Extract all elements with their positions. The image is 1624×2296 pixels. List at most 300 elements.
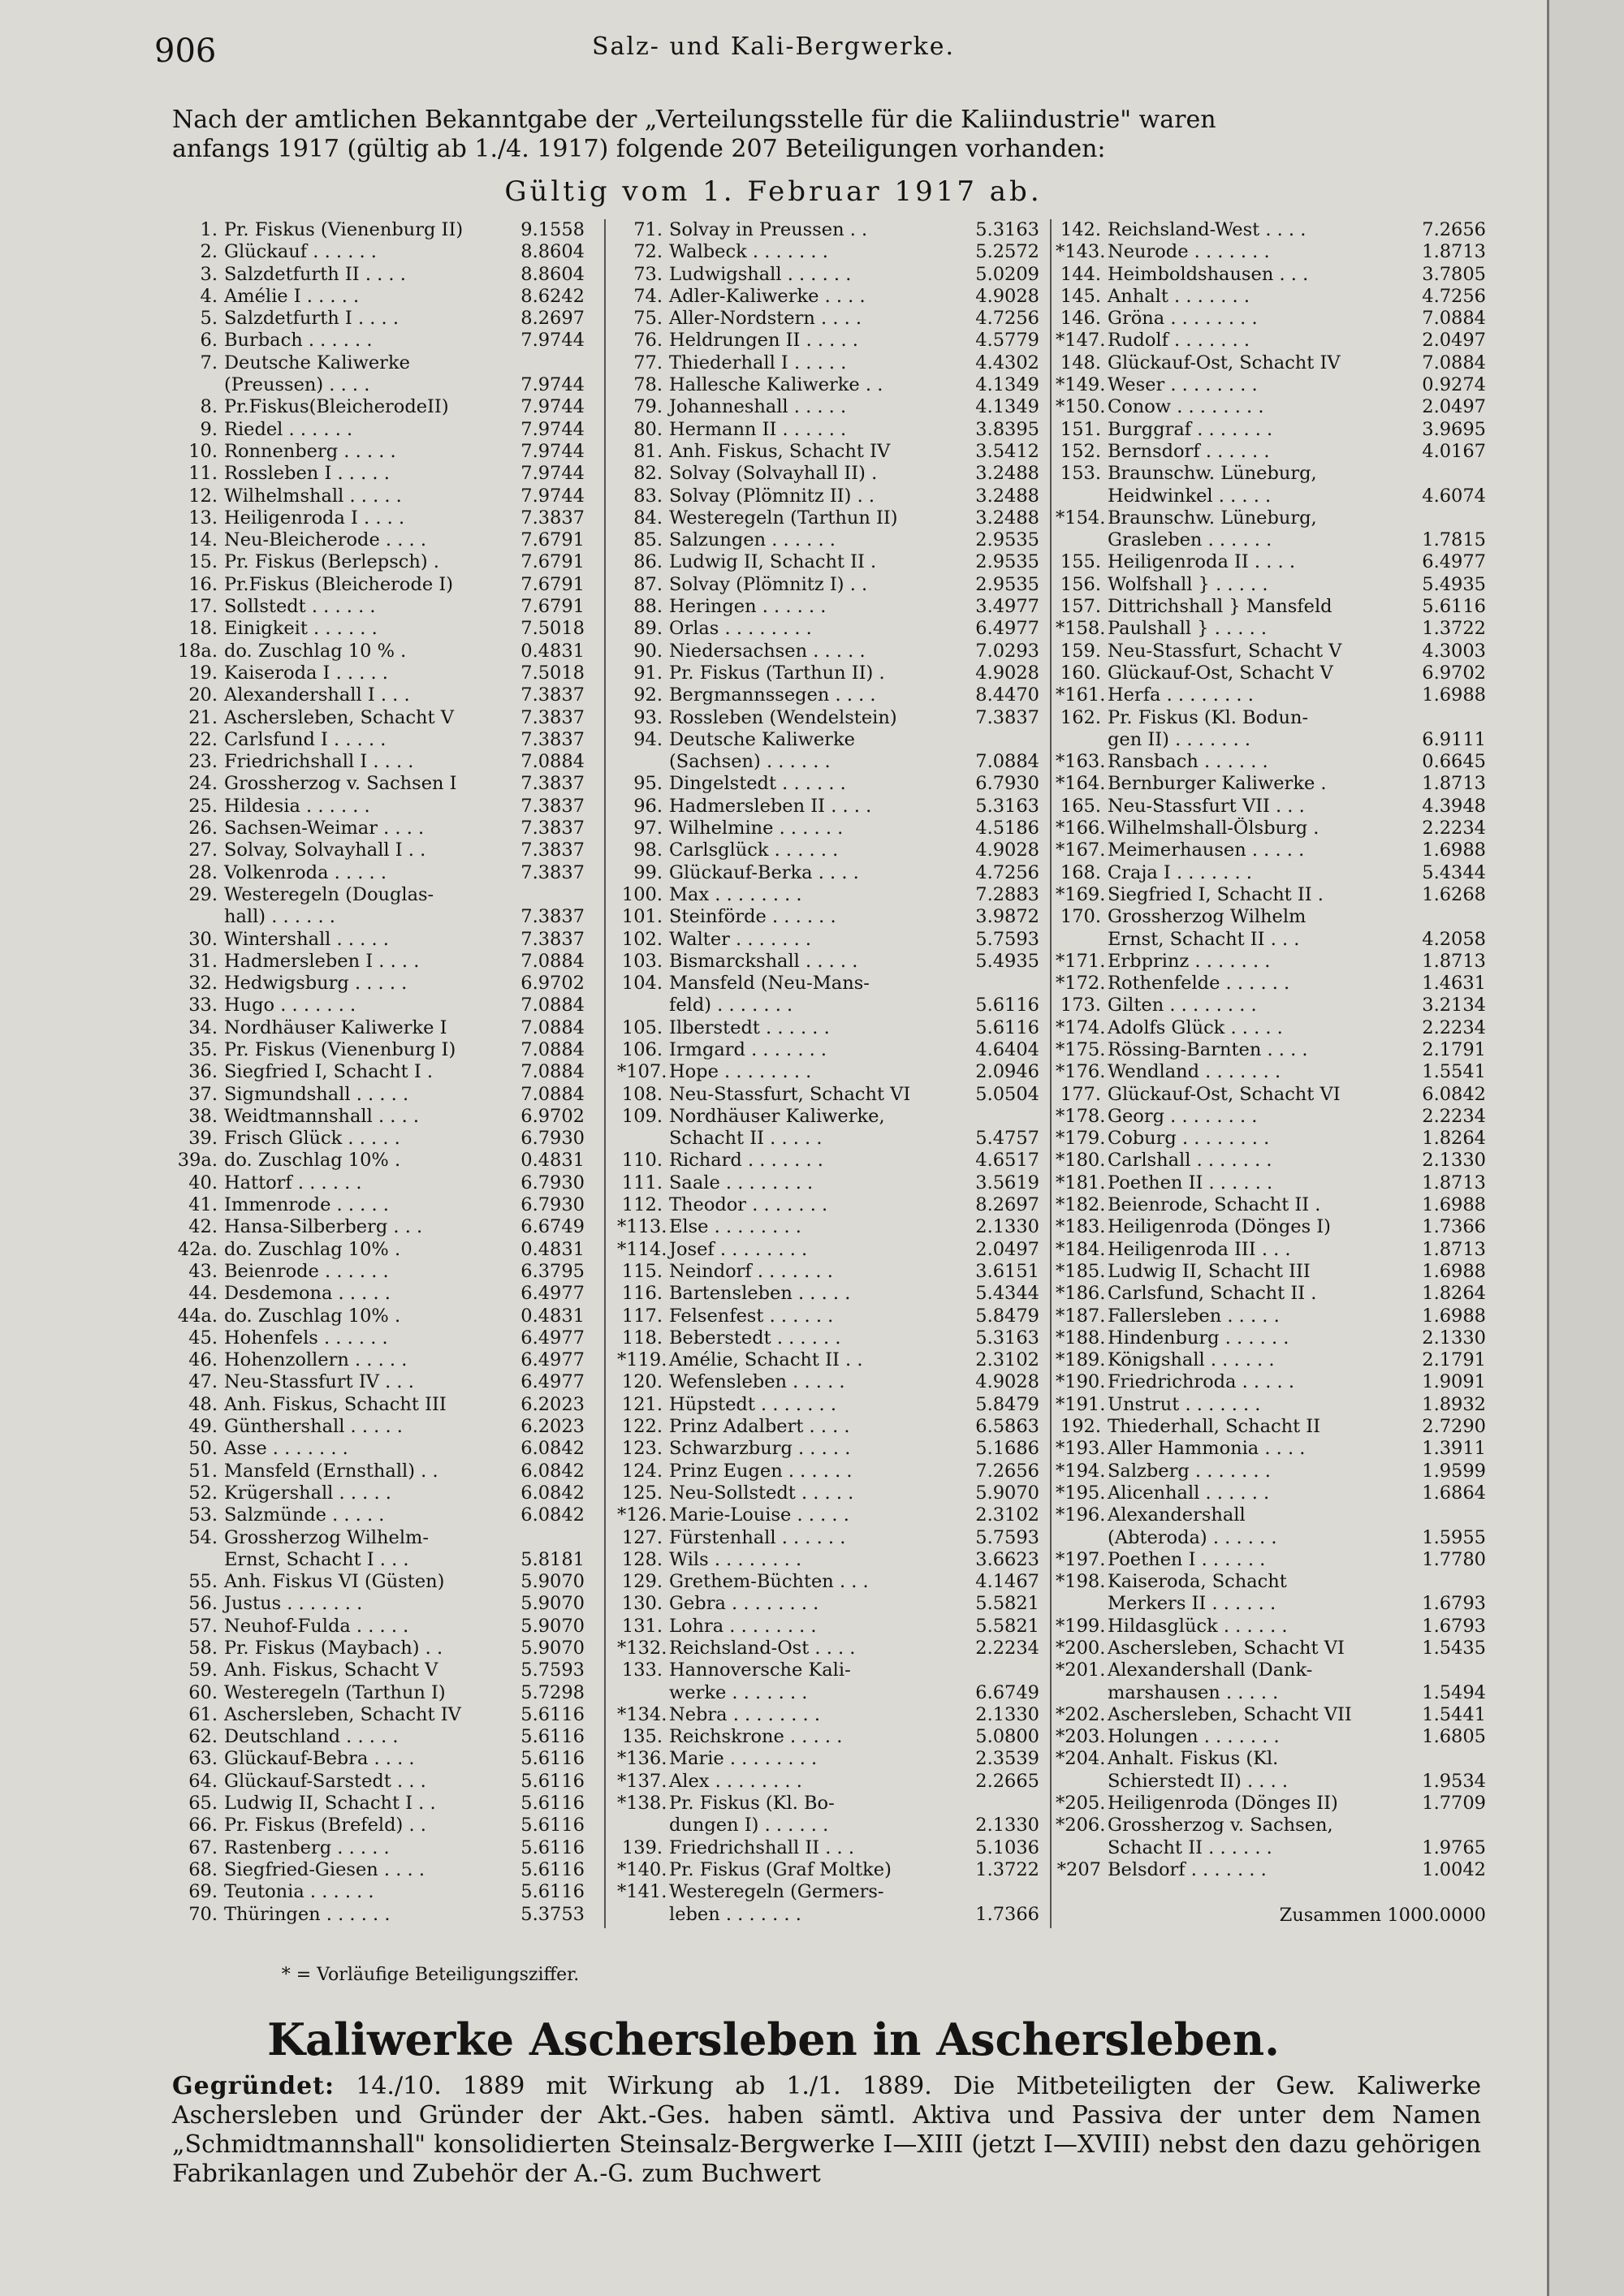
entry-value: 7.0884 <box>520 1061 585 1083</box>
entry-value: 4.9028 <box>975 662 1039 684</box>
entry-number: 130. <box>621 1593 663 1615</box>
entry-number: *137. <box>617 1770 667 1792</box>
table-row <box>172 684 585 706</box>
entry-number: *113. <box>617 1216 667 1238</box>
entry-name: Saale . . . . . . . . <box>669 1172 814 1193</box>
entry-number: 108. <box>621 1083 663 1105</box>
entry-value: 7.6791 <box>520 596 585 618</box>
entry-name: Solvay (Solvayhall II) . <box>669 463 878 485</box>
entry-name: Coburg . . . . . . . . <box>1108 1128 1270 1150</box>
entry-name: Ransbach . . . . . . <box>1108 751 1268 773</box>
entry-number: 91. <box>633 662 663 684</box>
entry-value: 5.9070 <box>520 1593 585 1615</box>
entry-number: *171. <box>1056 950 1106 972</box>
entry-number: 8. <box>200 396 218 418</box>
entry-value: 7.3837 <box>520 818 585 839</box>
entry-number: 16. <box>188 573 218 595</box>
entry-name: Hildasglück . . . . . . <box>1108 1615 1288 1637</box>
total-sum: Zusammen 1000.0000 <box>1279 1905 1486 1926</box>
entry-value: 5.6116 <box>520 1703 585 1725</box>
entry-name: Dittrichshall } Mansfeld <box>1108 596 1332 618</box>
entry-name: Hermann II . . . . . . <box>669 418 847 440</box>
entry-name: Wendland . . . . . . . <box>1108 1061 1281 1083</box>
entry-value: 6.0842 <box>520 1460 585 1482</box>
entry-name: Friedrichshall II . . . <box>669 1836 855 1858</box>
entry-value: 1.6988 <box>1422 839 1486 861</box>
entry-value: 4.1349 <box>975 396 1039 418</box>
entry-value: 1.3722 <box>975 1858 1039 1880</box>
entry-number: 118. <box>621 1327 663 1349</box>
table-row <box>1056 707 1486 729</box>
table-row <box>617 1327 1039 1349</box>
entry-value: 2.3102 <box>975 1504 1039 1526</box>
entry-name: Aschersleben, Schacht V <box>224 706 454 728</box>
table-row <box>172 1327 585 1349</box>
table-row <box>617 374 1039 396</box>
entry-value: 4.5779 <box>975 330 1039 352</box>
entry-number: 111. <box>621 1172 663 1193</box>
table-row <box>172 796 585 818</box>
entry-value: 2.1330 <box>1422 1327 1486 1349</box>
table-row <box>617 486 1039 507</box>
table-row <box>172 529 585 551</box>
entry-number: 60. <box>188 1681 218 1703</box>
entry-value: 4.9028 <box>975 285 1039 307</box>
entry-name: Amélie, Schacht II . . <box>669 1349 863 1371</box>
entry-name: Heimboldshausen . . . <box>1108 263 1309 285</box>
entry-name: Hadmersleben II . . . . <box>669 795 872 817</box>
entry-name: Hohenfels . . . . . . <box>224 1327 388 1349</box>
entry-name: Bismarckshall . . . . . <box>669 950 858 972</box>
table-row <box>172 551 585 573</box>
entry-name: Nordhäuser Kaliwerke I <box>224 1016 447 1038</box>
entry-number: *172. <box>1056 973 1106 995</box>
entry-value: 4.1349 <box>975 374 1039 396</box>
entry-value: 6.2023 <box>520 1393 585 1415</box>
entry-number: 120. <box>621 1371 663 1393</box>
entry-number: 46. <box>188 1349 218 1371</box>
entry-value: 7.9744 <box>520 463 585 485</box>
entry-name: Walbeck . . . . . . . <box>669 241 828 263</box>
entry-name: Neu-Bleicherode . . . . <box>224 529 426 551</box>
entry-number: *197. <box>1056 1548 1106 1570</box>
entry-name: Solvay (Plömnitz II) . . <box>669 485 875 507</box>
entry-value: 2.2234 <box>1422 818 1486 839</box>
entry-value: 2.0497 <box>1422 396 1486 418</box>
entry-number: *164. <box>1056 773 1106 795</box>
table-row <box>617 1106 1039 1128</box>
entry-value: 7.0884 <box>520 1016 585 1038</box>
entry-value: 1.6988 <box>1422 1260 1486 1282</box>
table-row <box>617 618 1039 640</box>
entry-name: Carlsfund, Schacht II . <box>1108 1283 1317 1305</box>
founded-label: Gegründet: <box>172 2072 335 2100</box>
entry-value: 4.9028 <box>975 839 1039 861</box>
table-row <box>172 596 585 618</box>
entry-number: 93. <box>633 706 663 728</box>
entry-number: 59. <box>188 1659 218 1681</box>
entry-number: 133. <box>621 1659 663 1681</box>
table-row <box>1056 951 1486 973</box>
entry-name: Beberstedt . . . . . . <box>669 1327 841 1349</box>
entry-number: 115. <box>621 1260 663 1282</box>
entry-value: 0.9274 <box>1422 374 1486 396</box>
entry-number: *140. <box>617 1858 667 1880</box>
entry-number: 63. <box>188 1748 218 1770</box>
entry-number: *185. <box>1056 1260 1106 1282</box>
entry-name: Fürstenhall . . . . . . <box>669 1526 846 1548</box>
entry-number: 157. <box>1060 596 1101 618</box>
table-row <box>617 529 1039 551</box>
intro-line: Nach der amtlichen Bekanntgabe der „Verteilungsstelle für die Kaliindustrie" waren <box>172 106 1216 134</box>
table-row <box>172 1815 585 1836</box>
table-row <box>1056 574 1486 596</box>
table-row <box>617 1150 1039 1172</box>
table-row <box>1056 751 1486 773</box>
entry-value: 1.6988 <box>1422 684 1486 706</box>
table-row <box>1056 1504 1486 1526</box>
table-row <box>172 1128 585 1150</box>
entry-name: Glückauf . . . . . . <box>224 241 377 263</box>
entry-number: 37. <box>188 1083 218 1105</box>
entry-value: 6.6749 <box>975 1681 1039 1703</box>
table-row <box>617 951 1039 973</box>
table-row <box>172 1659 585 1681</box>
entry-name: Wilhelmshall . . . . . <box>224 485 402 507</box>
entry-number: 106. <box>621 1038 663 1060</box>
table-row <box>172 1084 585 1106</box>
entry-name: Thiederhall, Schacht II <box>1108 1416 1321 1438</box>
entry-name: Ilberstedt . . . . . . <box>669 1016 830 1038</box>
entry-value: 7.0293 <box>975 640 1039 662</box>
entry-value: 8.2697 <box>520 308 585 330</box>
page-margin-bar <box>1547 0 1624 2296</box>
entry-number: *202. <box>1056 1703 1106 1725</box>
entry-name: Neu-Sollstedt . . . . . <box>669 1482 854 1504</box>
entry-value: 4.6517 <box>975 1150 1039 1172</box>
entry-value: 2.1791 <box>1422 1349 1486 1371</box>
entry-value: 3.9872 <box>975 906 1039 928</box>
entry-value: 5.1036 <box>975 1836 1039 1858</box>
table-row <box>1056 241 1486 263</box>
table-row <box>1056 463 1486 485</box>
table-row <box>617 219 1039 241</box>
table-row <box>617 1216 1039 1238</box>
entry-number: *161. <box>1056 684 1106 706</box>
table-row <box>172 1616 585 1638</box>
entry-number: *134. <box>617 1703 667 1725</box>
entry-value: 3.9695 <box>1422 418 1486 440</box>
table-row <box>617 1194 1039 1216</box>
table-row <box>1056 662 1486 684</box>
table-row <box>617 1593 1039 1615</box>
entry-value: 2.1330 <box>975 1216 1039 1238</box>
entry-name: Reichsland-West . . . . <box>1108 219 1307 240</box>
entry-name: Westeregeln (Douglas- <box>224 883 434 905</box>
entry-name: Gilten . . . . . . . . <box>1108 995 1257 1016</box>
entry-value: 1.5441 <box>1422 1703 1486 1725</box>
entry-number: 31. <box>188 950 218 972</box>
table-row <box>617 1571 1039 1593</box>
entry-name: Hallesche Kaliwerke . . <box>669 374 883 396</box>
entry-number: 102. <box>621 928 663 950</box>
entry-value: 7.3837 <box>520 906 585 928</box>
table-row <box>1056 1549 1486 1571</box>
table-row <box>1056 1216 1486 1238</box>
table-row <box>617 1859 1039 1881</box>
entry-number: 155. <box>1060 551 1101 573</box>
entry-name: Prinz Eugen . . . . . . <box>669 1460 853 1482</box>
entry-number: 125. <box>621 1482 663 1504</box>
table-row <box>1056 352 1486 374</box>
table-row <box>172 308 585 330</box>
table-row <box>617 1394 1039 1416</box>
entry-name: Heldrungen II . . . . . <box>669 330 858 352</box>
table-row <box>1056 286 1486 308</box>
entry-name: Sachsen-Weimar . . . . <box>224 818 425 839</box>
entry-value: 3.7805 <box>1422 263 1486 285</box>
entry-name: Unstrut . . . . . . . <box>1108 1393 1261 1415</box>
entry-name: Braunschw. Lüneburg, <box>1108 463 1317 485</box>
entry-value: 6.0842 <box>1422 1083 1486 1105</box>
entry-value: 1.6268 <box>1422 883 1486 905</box>
table-row <box>172 1527 585 1549</box>
entry-name: Thüringen . . . . . . <box>224 1903 391 1925</box>
entry-value: 1.9599 <box>1422 1460 1486 1482</box>
entry-name: Bernburger Kaliwerke . <box>1108 773 1327 795</box>
entry-value: 7.5018 <box>520 662 585 684</box>
table-row <box>1056 1659 1486 1681</box>
entry-value: 0.4831 <box>520 1238 585 1260</box>
entry-name: Glückauf-Ost, Schacht VI <box>1108 1083 1341 1105</box>
entry-number: 53. <box>188 1504 218 1526</box>
table-row <box>172 1416 585 1438</box>
table-row <box>617 507 1039 529</box>
entry-number: 6. <box>200 330 218 352</box>
entry-value: 7.2656 <box>1422 219 1486 240</box>
entry-name: Glückauf-Berka . . . . <box>669 861 859 883</box>
entry-name: Pr. Fiskus (Tarthun II) . <box>669 662 885 684</box>
entry-value: 2.2234 <box>975 1638 1039 1659</box>
entry-number: *193. <box>1056 1438 1106 1460</box>
entry-number: 96. <box>633 795 663 817</box>
entry-name: Hannoversche Kali- <box>669 1659 851 1681</box>
entry-value: 7.6791 <box>520 573 585 595</box>
entry-name: Burggraf . . . . . . . <box>1108 418 1273 440</box>
table-row <box>617 729 1039 751</box>
entry-number: 85. <box>633 529 663 551</box>
entry-number: 5. <box>200 308 218 330</box>
entry-number: 112. <box>621 1194 663 1216</box>
entry-number: 139. <box>621 1836 663 1858</box>
entry-number: *107. <box>617 1061 667 1083</box>
entry-value: 4.7256 <box>1422 285 1486 307</box>
entry-value: 6.4977 <box>520 1371 585 1393</box>
entry-value: 0.6645 <box>1422 751 1486 773</box>
table-row <box>172 241 585 263</box>
entry-number: *132. <box>617 1638 667 1659</box>
entry-value: 1.7366 <box>1422 1216 1486 1238</box>
table-row <box>617 1482 1039 1504</box>
entry-name: Kaiseroda, Schacht <box>1108 1571 1287 1593</box>
entry-value: 5.0209 <box>975 263 1039 285</box>
entry-value: 7.3837 <box>520 773 585 795</box>
entry-number: 29. <box>188 883 218 905</box>
entry-value: 1.9534 <box>1422 1770 1486 1792</box>
table-row <box>1056 929 1486 951</box>
entry-name: Amélie I . . . . . <box>224 285 360 307</box>
entry-number: 144. <box>1060 263 1101 285</box>
entry-name: Asse . . . . . . . <box>224 1438 348 1460</box>
table-row <box>1056 330 1486 352</box>
entry-name: Glückauf-Bebra . . . . <box>224 1748 415 1770</box>
entry-name: Immenrode . . . . . <box>224 1194 389 1216</box>
entry-value: 4.4302 <box>975 352 1039 373</box>
table-row <box>617 1306 1039 1327</box>
entry-number: 42a. <box>177 1238 218 1260</box>
entry-number: 160. <box>1060 662 1101 684</box>
entry-name: Anh. Fiskus, Schacht III <box>224 1393 447 1415</box>
entry-number: 156. <box>1060 573 1101 595</box>
table-row <box>1056 1349 1486 1371</box>
entry-number: 62. <box>188 1726 218 1748</box>
table-row <box>172 1017 585 1039</box>
table-row <box>1056 1837 1486 1859</box>
table-row <box>172 1216 585 1238</box>
entry-name: Wolfshall } . . . . . <box>1108 573 1268 595</box>
entry-name: Neu-Stassfurt, Schacht V <box>1108 640 1342 662</box>
entry-number: 83. <box>633 485 663 507</box>
entry-value: 1.8713 <box>1422 950 1486 972</box>
table-row <box>617 1084 1039 1106</box>
entry-name: Einigkeit . . . . . . <box>224 618 378 640</box>
entry-number: *149. <box>1056 374 1106 396</box>
entry-value: 3.5412 <box>975 440 1039 462</box>
entry-name: Ludwig II, Schacht I . . <box>224 1793 436 1815</box>
entry-value: 8.8604 <box>520 241 585 263</box>
entry-value: 1.6805 <box>1422 1726 1486 1748</box>
entry-name: Nebra . . . . . . . . <box>669 1703 821 1725</box>
entry-value: 0.4831 <box>520 1150 585 1172</box>
entry-value: 4.2058 <box>1422 928 1486 950</box>
table-row <box>1056 441 1486 463</box>
entry-value: 2.0497 <box>975 1238 1039 1260</box>
table-row <box>617 352 1039 374</box>
entry-name: Hope . . . . . . . . <box>669 1061 812 1083</box>
entry-number: 81. <box>633 440 663 462</box>
table-row <box>172 1194 585 1216</box>
table-row <box>1056 551 1486 573</box>
entry-number: 18. <box>188 618 218 640</box>
entry-value: 4.5186 <box>975 818 1039 839</box>
entry-number: 92. <box>633 684 663 706</box>
table-row <box>617 839 1039 861</box>
entry-name: Beienrode . . . . . . <box>224 1260 389 1282</box>
entry-name: Deutsche Kaliwerke <box>224 352 410 373</box>
entry-value: 5.7298 <box>520 1681 585 1703</box>
entry-name: Westeregeln (Tarthun II) <box>669 507 898 529</box>
entry-name: Desdemona . . . . . <box>224 1283 391 1305</box>
entry-value: 6.7930 <box>975 773 1039 795</box>
entry-name: Braunschw. Lüneburg, <box>1108 507 1317 529</box>
entry-name: Günthershall . . . . . <box>224 1416 403 1438</box>
entry-value: 6.0842 <box>520 1438 585 1460</box>
entry-number: 21. <box>188 706 218 728</box>
entry-value: 5.9070 <box>520 1571 585 1593</box>
entry-value: 5.3163 <box>975 219 1039 240</box>
column-divider <box>1050 219 1052 1928</box>
entry-number: 88. <box>633 596 663 618</box>
entry-value: 1.8264 <box>1422 1283 1486 1305</box>
entry-number: *119. <box>617 1349 667 1371</box>
entry-name: Carlsglück . . . . . . <box>669 839 839 861</box>
entry-name: Belsdorf . . . . . . . <box>1108 1858 1267 1880</box>
table-row <box>617 1771 1039 1793</box>
entry-value: 7.6791 <box>520 551 585 573</box>
entry-value: 7.6791 <box>520 529 585 551</box>
entry-value: 5.6116 <box>975 995 1039 1016</box>
entry-name: Hindenburg . . . . . . <box>1108 1327 1289 1349</box>
entry-name: Salzberg . . . . . . . <box>1108 1460 1271 1482</box>
entry-number: *194. <box>1056 1460 1106 1482</box>
entry-number: 57. <box>188 1615 218 1637</box>
entry-value: 7.0884 <box>975 751 1039 773</box>
entry-number: 177. <box>1060 1083 1101 1105</box>
table-row <box>172 1349 585 1371</box>
entry-name: Adler-Kaliwerke . . . . <box>669 285 866 307</box>
entry-number: 168. <box>1060 861 1101 883</box>
entry-name: Deutschland . . . . . <box>224 1726 399 1748</box>
entry-name: Meimerhausen . . . . . <box>1108 839 1305 861</box>
entry-number: 97. <box>633 818 663 839</box>
entry-name: Anhalt. Fiskus (Kl. <box>1108 1748 1279 1770</box>
entry-number: 2. <box>200 241 218 263</box>
entry-name: Anh. Fiskus, Schacht V <box>224 1659 438 1681</box>
table-row <box>1056 374 1486 396</box>
entry-value: 9.1558 <box>520 219 585 240</box>
entry-value: 7.3837 <box>520 839 585 861</box>
entry-value: 5.6116 <box>520 1815 585 1836</box>
entry-name: do. Zuschlag 10% . <box>224 1150 401 1172</box>
entry-name: Gebra . . . . . . . . <box>669 1593 819 1615</box>
entry-name: Glückauf-Ost, Schacht V <box>1108 662 1333 684</box>
entry-name: Heiligenroda I . . . . <box>224 507 405 529</box>
table-row <box>617 1017 1039 1039</box>
entry-number: *190. <box>1056 1371 1106 1393</box>
entry-value: 2.1791 <box>1422 1038 1486 1060</box>
entry-name: Grethem-Büchten . . . <box>669 1571 869 1593</box>
entry-value: 4.3948 <box>1422 795 1486 817</box>
table-row <box>172 1106 585 1128</box>
entry-number: 142. <box>1060 219 1101 240</box>
entry-name: Westeregeln (Germers- <box>669 1881 884 1903</box>
entry-number: 39. <box>188 1128 218 1150</box>
entry-number: 65. <box>188 1793 218 1815</box>
entry-name: Grossherzog Wilhelm- <box>224 1526 429 1548</box>
entry-number: 4. <box>200 285 218 307</box>
entry-number: *196. <box>1056 1504 1106 1526</box>
entry-number: 101. <box>621 906 663 928</box>
entry-number: 145. <box>1060 285 1101 307</box>
entry-number: 68. <box>188 1858 218 1880</box>
entry-name: Thiederhall I . . . . . <box>669 352 847 373</box>
table-row <box>1056 729 1486 751</box>
entry-value: 6.7930 <box>520 1172 585 1193</box>
entry-value: 5.7593 <box>975 1526 1039 1548</box>
entry-number: 52. <box>188 1482 218 1504</box>
entry-number: 116. <box>621 1283 663 1305</box>
entry-value: 6.7930 <box>520 1128 585 1150</box>
